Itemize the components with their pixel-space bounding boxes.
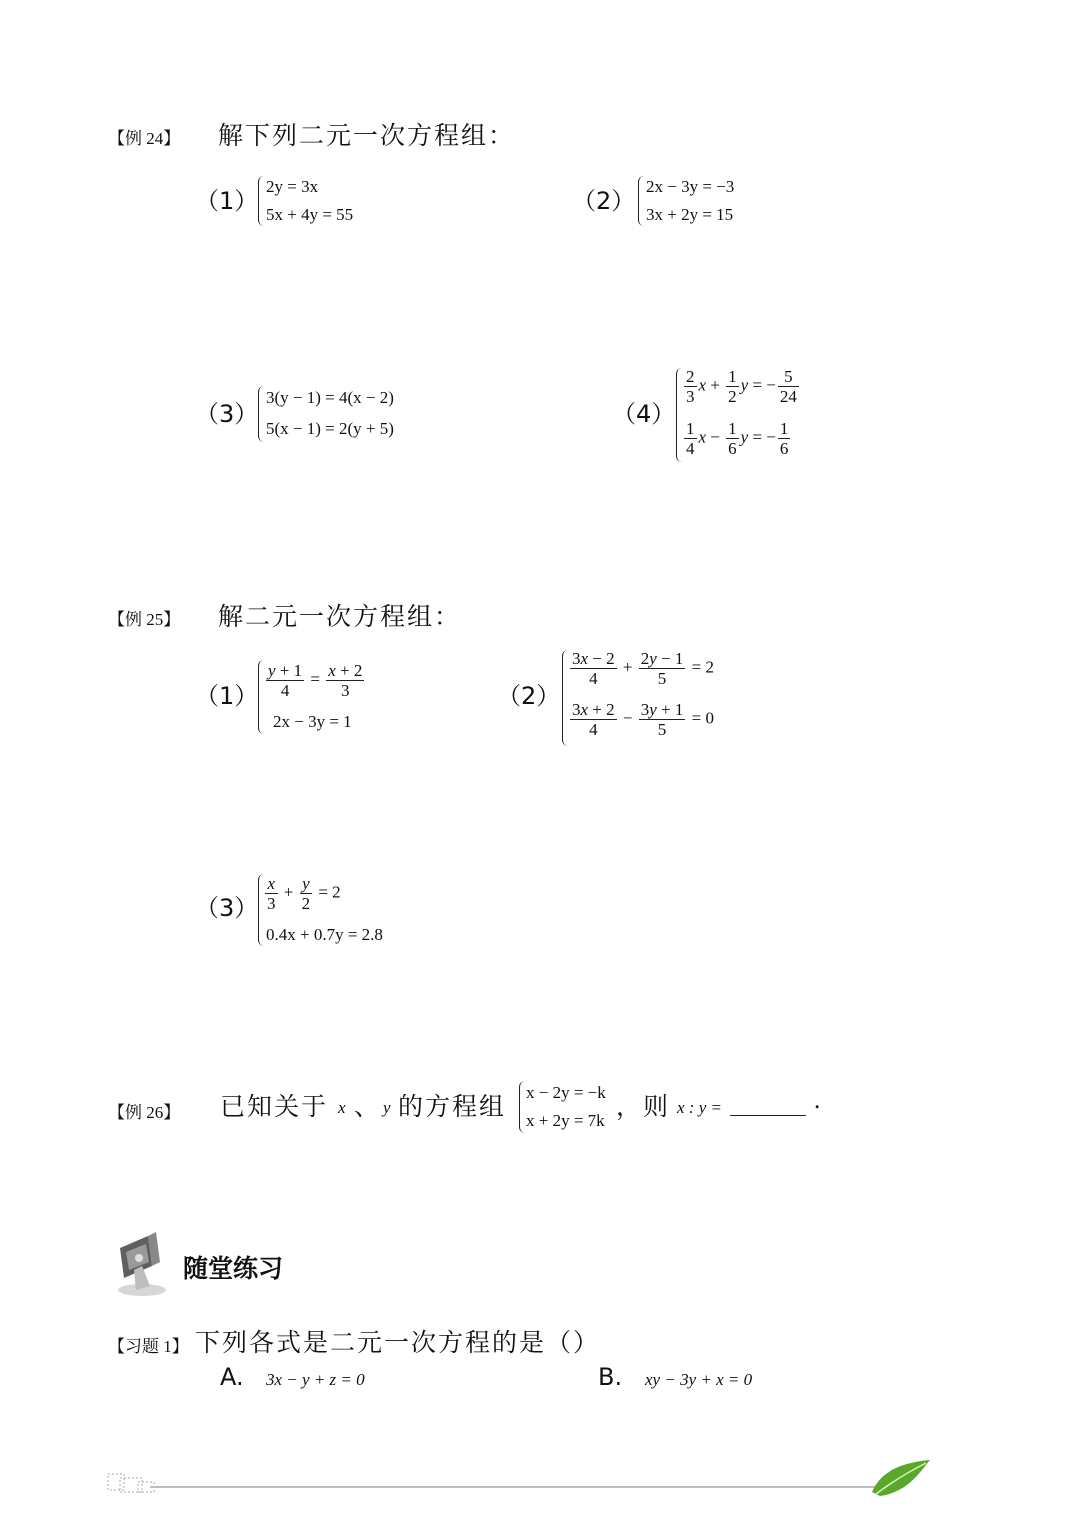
ex24-item2-number: （2） <box>572 187 636 215</box>
ex24-item3-eq1: 3(y − 1) = 4(x − 2) <box>266 388 394 407</box>
ex24-item3-brace <box>258 386 265 442</box>
example-24-heading: 解下列二元一次方程组： <box>218 123 516 150</box>
footer-rule <box>150 1486 890 1488</box>
practice-section-icon <box>112 1226 174 1298</box>
ex24-item2-eq1: 2x − 3y = −3 <box>646 177 735 196</box>
ex25-item1-number: （1） <box>195 682 259 710</box>
ex24-item1-eq2: 5x + 4y = 55 <box>266 205 354 224</box>
option-a-expression: 3x − y + z = 0 <box>266 1370 365 1389</box>
leaf-icon <box>868 1458 934 1500</box>
example-26-ratio: x : y = <box>677 1098 722 1117</box>
ex24-item4-eq1: $\frac{2}{3}$ x + $\frac{1}{2}$ y = − $\frac{5}{24}$ <box>686 367 797 406</box>
ex25-item2-eq2: $\frac{3x + 2}{4}$ − $\frac{3y + 1}{5}$ = 0 <box>572 700 714 739</box>
practice-section-title: 随堂练习 <box>183 1254 284 1283</box>
ex25-item1-eq1: $\frac{y + 1}{4}$ = $\frac{x + 2}{3}$ <box>268 661 363 700</box>
example-25-heading: 解二元一次方程组： <box>218 604 462 631</box>
ex24-item2-eq2: 3x + 2y = 15 <box>646 205 734 224</box>
example-26-text-b: 的方程组 <box>398 1094 507 1121</box>
example-26-text-c: ，则 <box>616 1094 671 1121</box>
example-25-tag: 【例 25】 <box>108 610 181 629</box>
example-26-tag: 【例 26】 <box>108 1103 181 1122</box>
ex24-item3-eq2: 5(x − 1) = 2(y + 5) <box>266 419 394 438</box>
footer-page-icon <box>106 1472 158 1494</box>
ex25-item2-eq1: $\frac{3x - 2}{4}$ + $\frac{2y - 1}{5}$ = 2 <box>572 649 714 688</box>
example-26-brace <box>519 1081 526 1133</box>
example-26-answer-blank[interactable] <box>730 1097 806 1121</box>
option-a-label[interactable]: A. <box>220 1363 244 1391</box>
ex25-item3-eq2: 0.4x + 0.7y = 2.8 <box>266 925 383 944</box>
ex24-item1-eq1: 2y = 3x <box>266 177 319 196</box>
option-b-label[interactable]: B. <box>598 1363 623 1391</box>
example-26-period: . <box>814 1087 823 1114</box>
ex25-item3-eq1: $\frac{x}{3}$ + $\frac{y}{2}$ = 2 <box>267 874 341 913</box>
example-26-var-y: y <box>383 1098 391 1117</box>
ex24-item3-number: （3） <box>195 400 259 428</box>
example-26-text-a: 已知关于 <box>220 1094 329 1121</box>
ex24-item4-number: （4） <box>612 400 676 428</box>
ex25-item1-eq2: 2x − 3y = 1 <box>273 712 352 731</box>
ex24-item1-number: （1） <box>195 187 259 215</box>
example-26-eq2: x + 2y = 7k <box>526 1111 605 1130</box>
option-b-expression: xy − 3y + x = 0 <box>645 1370 753 1389</box>
example-26-separator: 、 <box>354 1094 382 1121</box>
ex24-item4-eq2: $\frac{1}{4}$ x − $\frac{1}{6}$ y = − $\frac{1}{6}$ <box>686 419 789 458</box>
ex24-item1-brace <box>258 176 265 226</box>
exercise-1-tag: 【习题 1】 <box>108 1337 189 1356</box>
example-24-tag: 【例 24】 <box>108 129 181 148</box>
ex25-item3-number: （3） <box>195 894 259 922</box>
ex25-item2-number: （2） <box>497 682 561 710</box>
ex24-item2-brace <box>638 176 645 226</box>
example-26-var-x: x <box>338 1098 346 1117</box>
example-26-eq1: x − 2y = −k <box>526 1083 606 1102</box>
exercise-1-question: 下列各式是二元一次方程的是（） <box>195 1330 601 1357</box>
